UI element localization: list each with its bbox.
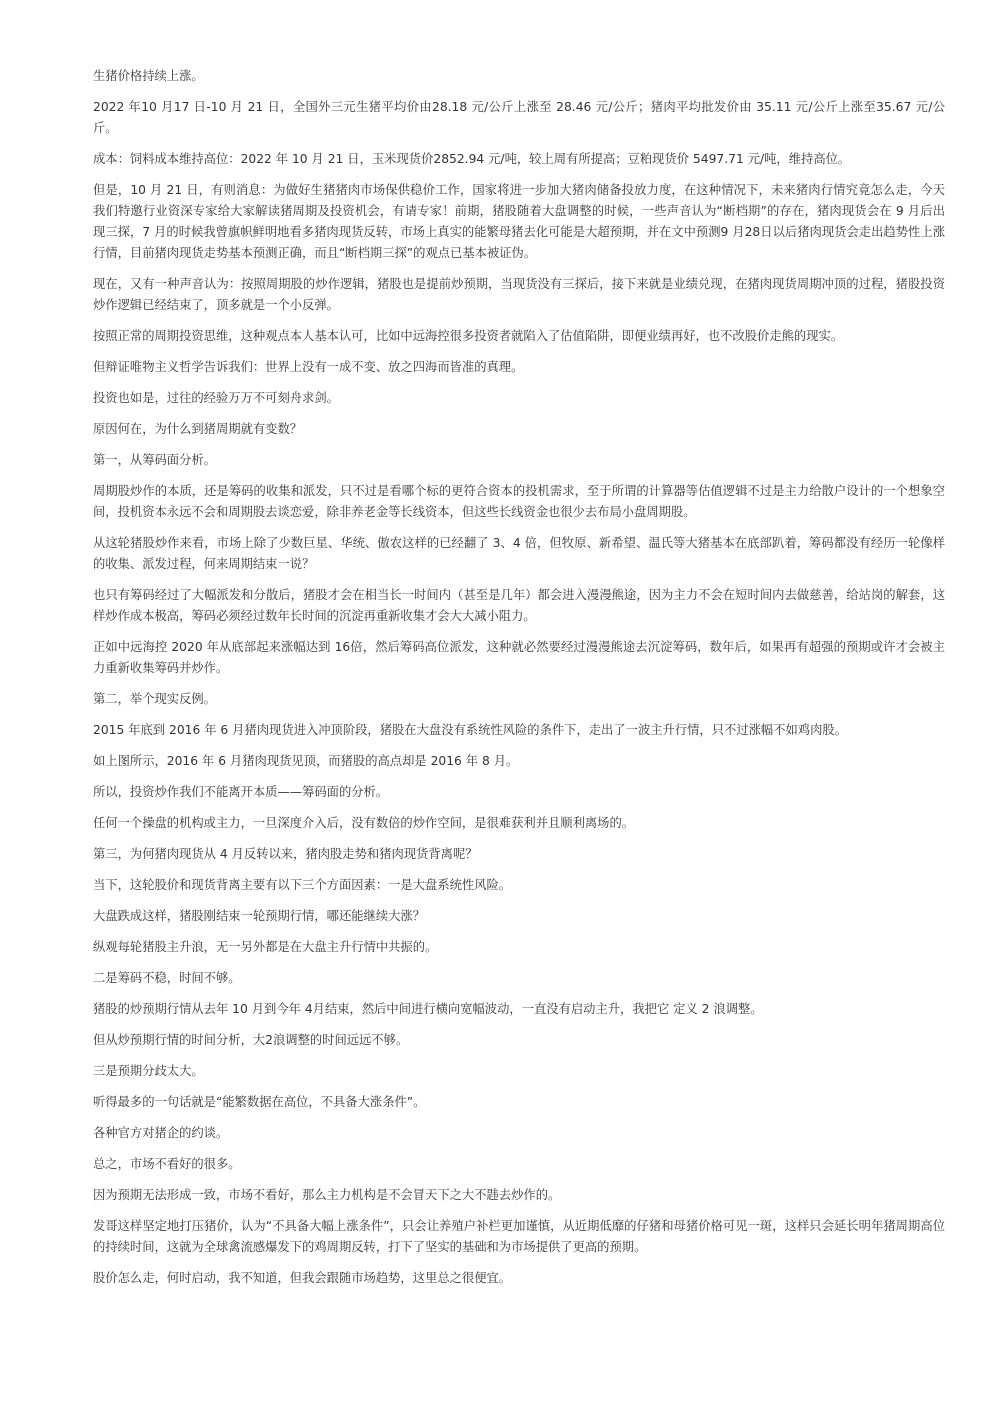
paragraph: 所以，投资炒作我们不能离开本质——筹码面的分析。 xyxy=(93,785,389,799)
paragraph: 股价怎么走，何时启动，我不知道，但我会跟随市场趋势，这里总之很便宜。 xyxy=(93,1271,512,1285)
paragraph: 当下，这轮股价和现货背离主要有以下三个方面因素：一是大盘系统性风险。 xyxy=(93,878,512,892)
paragraph: 三是预期分歧太大。 xyxy=(93,1064,204,1078)
paragraph: 大盘跌成这样，猪股刚结束一轮预期行情，哪还能继续大涨？ xyxy=(93,909,426,923)
paragraph: 但是，10 月 21 日，有则消息：为做好生猪猪肉市场保供稳价工作，国家将进一步加大猪肉储备投放力度，在这种情况下，未来猪肉行情究竟怎么走，今天我们特邀行业资深专家给大家解读猪周期及投资机会，有请专家！前期，猪股随着大盘调整的时候，一些声音认为“断档期”的存在，猪肉现货会在 9 月后出现三探，7 月的时候我曾旗帜鲜明地看多猪肉现货反转，市场上真实的能繁母猪去化可能是大超预期，并在文中预测9 月28日以后猪肉现货会走出趋势性上涨行情，目前猪肉现货走势基本预测正确，而且“断档期三探”的观点已基本被证伪。 xyxy=(93,183,945,260)
paragraph: 生猪价格持续上涨。 xyxy=(93,69,204,83)
paragraph: 从这轮猪股炒作来看，市场上除了少数巨星、华统、傲农这样的已经翻了 3、4 倍，但牧原、新希望、温氏等大猪基本在底部趴着，筹码都没有经历一轮像样的收集、派发过程，何来周期结束一说？ xyxy=(93,536,945,571)
paragraph: 猪股的炒预期行情从去年 10 月到今年 4月结束，然后中间进行横向宽幅波动，一直没有启动主升，我把它 定义 2 浪调整。 xyxy=(93,1002,763,1016)
section-heading: 第一，从筹码面分析。 xyxy=(93,453,216,467)
paragraph: 现在，又有一种声音认为：按照周期股的炒作逻辑，猪股也是提前炒预期，当现货没有三探后，接下来就是业绩兑现，在猪肉现货周期冲顶的过程，猪股投资炒作逻辑已经结束了，顶多就是一个小反弹。 xyxy=(93,277,945,312)
document-body xyxy=(93,66,945,1299)
paragraph: 各种官方对猪企的约谈。 xyxy=(93,1126,229,1140)
paragraph: 成本：饲料成本维持高位：2022 年 10 月 21 日，玉米现货价2852.94 元/吨，较上周有所提高；豆粕现货价 5497.71 元/吨，维持高位。 xyxy=(93,152,851,166)
paragraph: 原因何在，为什么到猪周期就有变数？ xyxy=(93,422,303,436)
paragraph: 总之，市场不看好的很多。 xyxy=(93,1157,241,1171)
paragraph: 2015 年底到 2016 年 6 月猪肉现货进入冲顶阶段，猪股在大盘没有系统性风险的条件下，走出了一波主升行情，只不过涨幅不如鸡肉股。 xyxy=(93,723,847,737)
paragraph: 2022 年10 月17 日-10 月 21 日，全国外三元生猪平均价由28.18 元/公斤上涨至 28.46 元/公斤；猪肉平均批发价由 35.11 元/公斤上涨至35.67 元/公斤。 xyxy=(93,100,945,135)
paragraph: 按照正常的周期投资思维，这种观点本人基本认可，比如中远海控很多投资者就陷入了估值陷阱，即便业绩再好，也不改股价走熊的现实。 xyxy=(93,329,844,343)
paragraph: 听得最多的一句话就是“能繁数据在高位，不具备大涨条件”。 xyxy=(93,1095,426,1109)
paragraph: 也只有筹码经过了大幅派发和分散后，猪股才会在相当长一时间内（甚至是几年）都会进入漫漫熊途，因为主力不会在短时间内去做慈善，给站岗的解套，这样炒作成本极高，筹码必须经过数年长时间的沉淀再重新收集才会大大减小阻力。 xyxy=(93,588,945,623)
paragraph: 周期股炒作的本质，还是筹码的收集和派发，只不过是看哪个标的更符合资本的投机需求，至于所谓的计算器等估值逻辑不过是主力给散户设计的一个想象空间，投机资本永远不会和周期股去谈恋爱，除非养老金等长线资本，但这些长线资金也很少去布局小盘周期股。 xyxy=(93,484,945,519)
section-heading: 第二，举个现实反例。 xyxy=(93,692,216,706)
paragraph: 正如中远海控 2020 年从底部起来涨幅达到 16倍，然后筹码高位派发，这种就必然要经过漫漫熊途去沉淀筹码，数年后，如果再有超强的预期或许才会被主力重新收集筹码并炒作。 xyxy=(93,640,945,675)
paragraph: 但从炒预期行情的时间分析，大2浪调整的时间远远不够。 xyxy=(93,1033,409,1047)
paragraph: 纵观每轮猪股主升浪，无一另外都是在大盘主升行情中共振的。 xyxy=(93,940,438,954)
paragraph: 投资也如是，过往的经验万万不可刻舟求剑。 xyxy=(93,391,339,405)
paragraph: 但辩证唯物主义哲学告诉我们：世界上没有一成不变、放之四海而皆准的真理。 xyxy=(93,360,524,374)
paragraph: 因为预期无法形成一致，市场不看好，那么主力机构是不会冒天下之大不韪去炒作的。 xyxy=(93,1188,561,1202)
paragraph: 二是筹码不稳，时间不够。 xyxy=(93,971,241,985)
paragraph: 如上图所示，2016 年 6 月猪肉现货见顶，而猪股的高点却是 2016 年 8 月。 xyxy=(93,754,519,768)
section-heading: 第三，为何猪肉现货从 4 月反转以来，猪肉股走势和猪肉现货背离呢？ xyxy=(93,847,478,861)
paragraph: 任何一个操盘的机构或主力，一旦深度介入后，没有数倍的炒作空间，是很难获利并且顺利离场的。 xyxy=(93,816,635,830)
paragraph: 发哥这样坚定地打压猪价，认为“不具备大幅上涨条件”，只会让养殖户补栏更加谨慎，从近期低靡的仔猪和母猪价格可见一斑，这样只会延长明年猪周期高位的持续时间，这就为全球禽流感爆发下的鸡周期反转，打下了坚实的基础和为市场提供了更高的预期。 xyxy=(93,1219,945,1254)
